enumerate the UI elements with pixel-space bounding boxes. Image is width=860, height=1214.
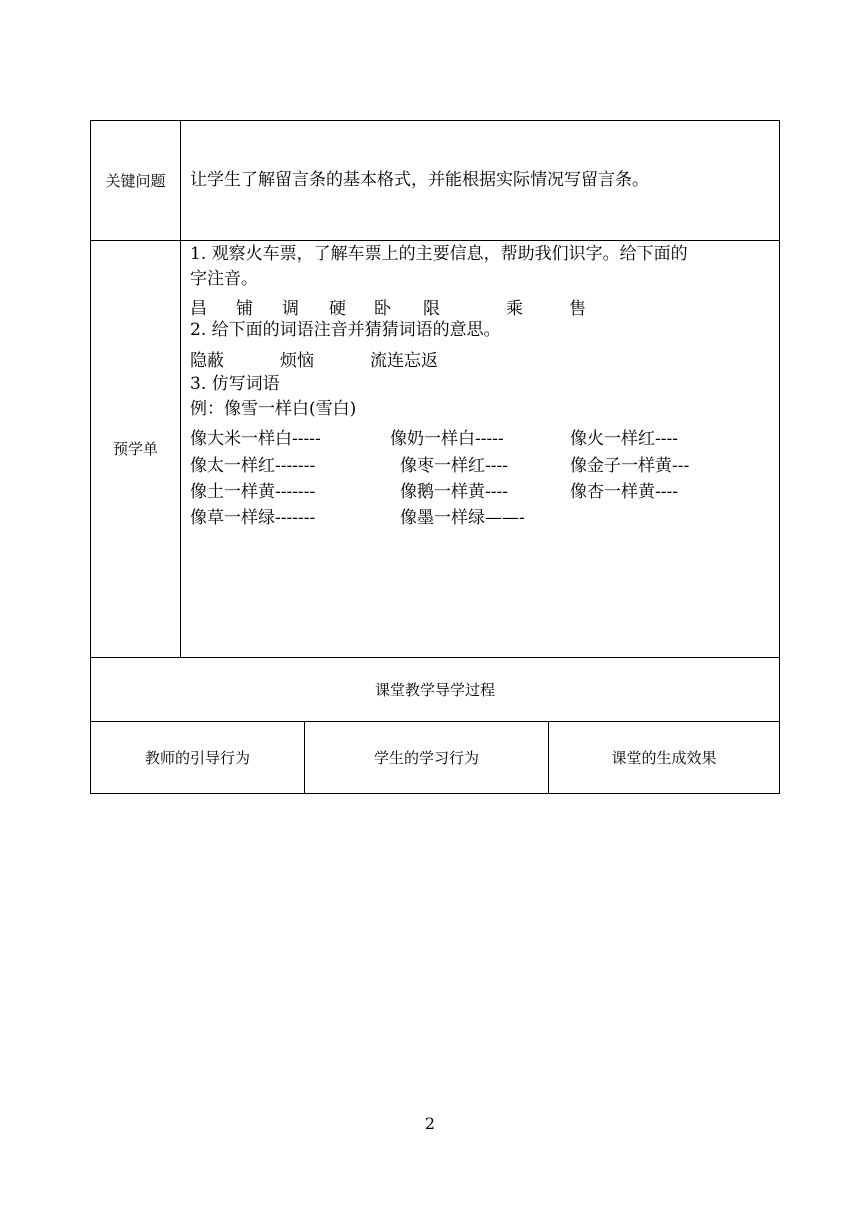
preview-label: 预学单 (112, 440, 158, 458)
imitation-item: 像金子一样黄--- (570, 456, 690, 476)
label-column-divider (180, 120, 181, 657)
column-header-outcome: 课堂的生成效果 (611, 748, 717, 767)
char-item: 硬 (329, 299, 346, 319)
task1-line2: 字注音。 (190, 269, 258, 289)
char-item: 昌 (190, 299, 207, 319)
char-item: 限 (423, 299, 440, 319)
imitation-item: 像太一样红------- (190, 456, 316, 476)
char-item: 调 (282, 299, 299, 319)
word-item: 隐蔽 (190, 351, 224, 371)
char-item: 售 (569, 299, 586, 319)
char-item: 铺 (236, 299, 253, 319)
table-border-bottom (90, 793, 780, 794)
task3-text: 3. 仿写词语 (190, 374, 280, 394)
key-issue-text: 让学生了解留言条的基本格式，并能根据实际情况写留言条。 (190, 170, 649, 190)
process-title: 课堂教学导学过程 (374, 680, 495, 699)
word-item: 烦恼 (280, 351, 314, 371)
imitation-item: 像土一样黄------- (190, 482, 316, 502)
key-issue-label: 关键问题 (105, 171, 166, 190)
task1-line1: 1. 观察火车票，了解车票上的主要信息，帮助我们识字。给下面的 (190, 244, 688, 264)
word-item: 流连忘返 (370, 351, 438, 371)
imitation-item: 像枣一样红---- (400, 456, 508, 476)
table-border-right (779, 120, 780, 794)
imitation-item: 像草一样绿------- (190, 508, 316, 528)
task3-example: 例：像雪一样白(雪白) (190, 399, 357, 419)
column-header-teacher: 教师的引导行为 (144, 748, 250, 767)
imitation-item: 像墨一样绿——- (400, 508, 525, 528)
char-item: 乘 (506, 299, 523, 319)
imitation-item: 像火一样红---- (570, 429, 678, 449)
imitation-item: 像杏一样黄---- (570, 482, 678, 502)
page-number: 2 (424, 1114, 436, 1133)
imitation-item: 像大米一样白----- (190, 429, 321, 449)
table-border-top (90, 120, 780, 121)
row-divider-1 (90, 240, 780, 241)
column-header-student: 学生的学习行为 (373, 748, 479, 767)
imitation-item: 像鹅一样黄---- (400, 482, 508, 502)
imitation-item: 像奶一样白----- (390, 429, 504, 449)
char-item: 卧 (374, 299, 391, 319)
task2-text: 2. 给下面的词语注音并猜猜词语的意思。 (190, 320, 501, 340)
